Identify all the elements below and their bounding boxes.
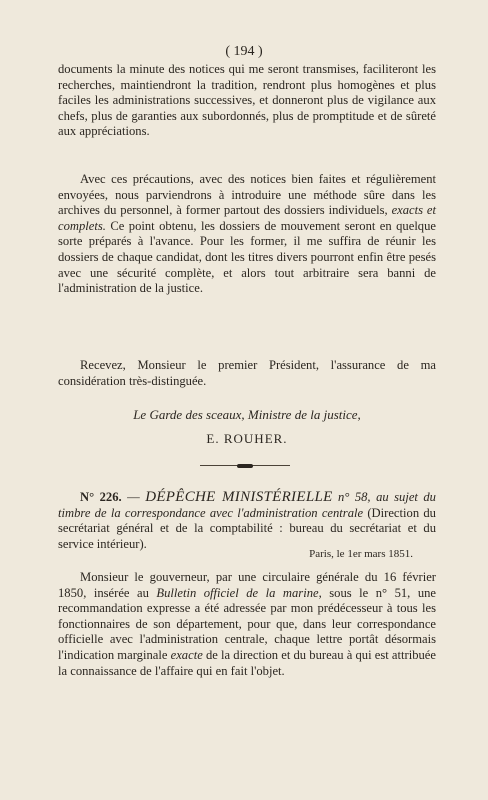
heading-subject: au sujet du timbre de la correspondance avec l'administration centrale <box>58 490 436 520</box>
dateline: Paris, le 1er mars 1851. <box>309 548 413 560</box>
heading-dash: — <box>121 490 146 504</box>
paragraph-4-text-a: Monsieur le gouverneur, par une circulaire générale du 16 février 1850, insérée au <box>58 570 436 600</box>
heading-number: N° 226. <box>80 490 122 504</box>
signature-title: Le Garde des sceaux, Ministre de la justice, <box>133 407 361 422</box>
heading-direction: (Direction du secrétariat général et de la comptabilité : bureau du secrétariat et du service intérieur). <box>58 505 436 551</box>
paragraph-4-italic-1: Bulletin officiel de la marine <box>156 585 319 600</box>
paragraph-2-text-b: Ce point obtenu, les dossiers de mouvement seront en quelque sorte préparés à l'avance. Pour les former, il me suffira de réunir les dossiers de chaque candidat, dont les titres divers pourront enfin être pesés avec une sécurité complète, et alors tout arbitraire sera banni de l'administration de la justice. <box>58 218 436 296</box>
heading-ref: n° 58, <box>332 490 377 504</box>
page-number: ( 194 ) <box>225 44 263 59</box>
paragraph-4-italic-2: exacte <box>170 647 203 662</box>
paragraph-2-italic: exacts et complets. <box>58 203 436 233</box>
paragraph-1: documents la minute des notices qui me seront transmises, faciliteront les recherches, maintiendront la tradition, rendront plus homogènes et plus faciles les administrations successives, et donneront plus de vigilance aux chefs, plus de garanties aux subordonnés, plus de promptitude et de sûreté aux appréciations. <box>58 62 436 139</box>
paragraph-4-text-b: , sous le n° 51, une recommandation expresse a été adressée par mon prédécesseur à tous les fonctionnaires de son département, pour que, dans leur correspondance officielle avec l'administration centrale, chaque lettre portât désormais l'indication marginale <box>58 585 437 662</box>
document-heading <box>58 490 436 552</box>
paragraph-3: Recevez, Monsieur le premier Président, l'assurance de ma considération très-distinguée. <box>58 358 436 388</box>
heading-title: DÉPÊCHE MINISTÉRIELLE <box>145 489 333 505</box>
separator-ornament <box>237 464 253 468</box>
paragraph-2 <box>58 172 436 297</box>
paragraph-4 <box>58 570 436 679</box>
signature-name: E. ROUHER. <box>206 431 288 446</box>
paragraph-2-text-a: Avec ces précautions, avec des notices bien faites et régulièrement envoyées, nous parviendrons à introduire une méthode sûre dans les archives du personnel, à former partout des dossiers individuels, <box>58 172 436 218</box>
paragraph-4-text-c: de la direction et du bureau à qui est attribuée la connaissance de l'affaire qui en fait l'objet. <box>58 647 436 678</box>
